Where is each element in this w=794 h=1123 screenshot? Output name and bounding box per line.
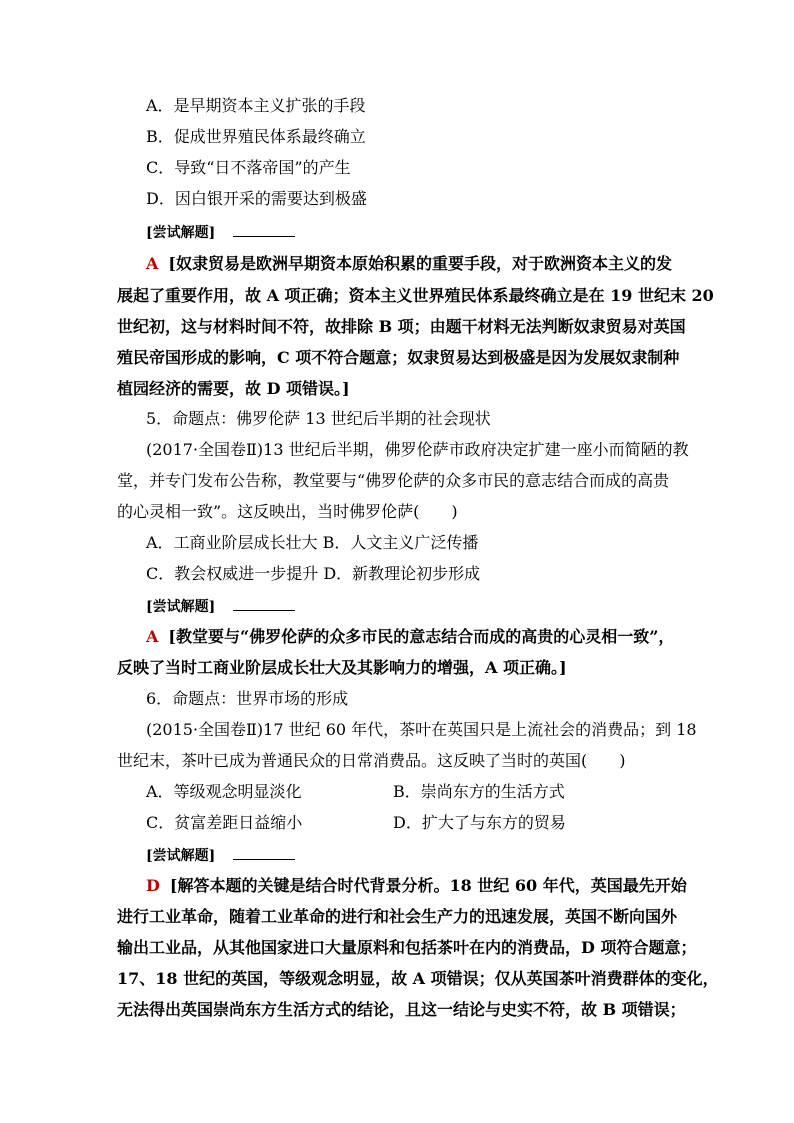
q5-try-label: [尝试解题] [146, 599, 216, 615]
q6-answer-blank [233, 845, 295, 860]
q4-explanation-text-1: [奴隶贸易是欧洲早期资本原始积累的重要手段，对于欧洲资本主义的发 [168, 254, 672, 273]
q6-explanation-line-4: 17、18 世纪的英国，等级观念明显，故 A 项错误；仅从英国茶叶消费群体的变化， [117, 969, 719, 988]
q6-stem-line-1: (2015·全国卷Ⅱ)17 世纪 60 年代，茶叶在英国只是上流社会的消费品；到 18 [146, 720, 697, 739]
q4-answer-letter: A [146, 254, 159, 273]
q5-answer-blank [233, 596, 295, 611]
q6-option-d: D．扩大了与东方的贸易 [393, 813, 566, 832]
q5-try-row [146, 596, 295, 617]
q5-options-line-1: A．工商业阶层成长壮大 B．人文主义广泛传播 [146, 533, 479, 552]
q6-explanation-line-2: 进行工业革命，随着工业革命的进行和社会生产力的迅速发展，英国不断向国外 [117, 907, 678, 926]
q4-try-label: [尝试解题] [146, 225, 216, 241]
q6-option-c: C．贫富差距日益缩小 [146, 813, 303, 832]
q5-answer-letter: A [146, 627, 159, 646]
q4-explanation-line-2: 展起了重要作用，故 A 项正确；资本主义世界殖民体系最终确立是在 19 世纪末 20 [117, 286, 714, 305]
q4-option-d: D．因白银开采的需要达到极盛 [146, 189, 367, 208]
q5-explanation-text-1: [教堂要与“佛罗伦萨的众多市民的意志结合而成的高贵的心灵相一致”， [168, 627, 675, 646]
q4-option-c: C．导致“日不落帝国”的产生 [146, 158, 351, 177]
q6-explanation-line-3: 输出工业品，从其他国家进口大量原料和包括茶叶在内的消费品，D 项符合题意； [117, 938, 697, 957]
q5-options-line-2: C．教会权威进一步提升 D．新教理论初步形成 [146, 564, 481, 583]
q6-explanation-line-5: 无法得出英国崇尚东方生活方式的结论，且这一结论与史实不符，故 B 项错误； [117, 1000, 686, 1019]
q6-stem-line-2: 世纪末，茶叶已成为普通民众的日常消费品。这反映了当时的英国( ) [117, 751, 626, 770]
q6-explanation-line-1 [146, 876, 687, 896]
q4-option-a: A．是早期资本主义扩张的手段 [146, 96, 366, 115]
q4-explanation-line-3: 世纪初，这与材料时间不符，故排除 B 项；由题干材料无法判断奴隶贸易对英国 [117, 317, 686, 336]
q4-option-b: B．促成世界殖民体系最终确立 [146, 127, 366, 146]
q5-explanation-line-2: 反映了当时工商业阶层成长壮大及其影响力的增强，A 项正确。] [117, 658, 567, 677]
q6-answer-letter: D [146, 876, 160, 895]
q6-explanation-text-1: [解答本题的关键是结合时代背景分析。18 世纪 60 年代，英国最先开始 [169, 876, 687, 895]
q6-try-label: [尝试解题] [146, 848, 216, 864]
q6-option-a: A．等级观念明显淡化 [146, 782, 302, 801]
q5-stem-line-3: 的心灵相一致”。这反映出，当时佛罗伦萨( ) [117, 502, 458, 521]
q4-explanation-line-5: 植园经济的需要，故 D 项错误。] [117, 379, 350, 398]
q5-stem-line-2: 堂，并专门发布公告称，教堂要与“佛罗伦萨的众多市民的意志结合而成的高贵 [117, 471, 670, 490]
q4-explanation-line-1 [146, 254, 672, 274]
q6-heading: 6．命题点：世界市场的形成 [146, 689, 349, 708]
q6-try-row [146, 845, 295, 866]
q5-heading: 5．命题点：佛罗伦萨 13 世纪后半期的社会现状 [146, 409, 491, 428]
q4-answer-blank [233, 222, 295, 237]
q4-explanation-line-4: 殖民帝国形成的影响，C 项不符合题意；奴隶贸易达到极盛是因为发展奴隶制种 [117, 348, 680, 367]
q6-option-b: B．崇尚东方的生活方式 [393, 782, 565, 801]
q5-explanation-line-1 [146, 627, 674, 647]
q5-stem-line-1: (2017·全国卷Ⅱ)13 世纪后半期，佛罗伦萨市政府决定扩建一座小而简陋的教 [146, 440, 689, 459]
q4-try-row [146, 222, 295, 243]
